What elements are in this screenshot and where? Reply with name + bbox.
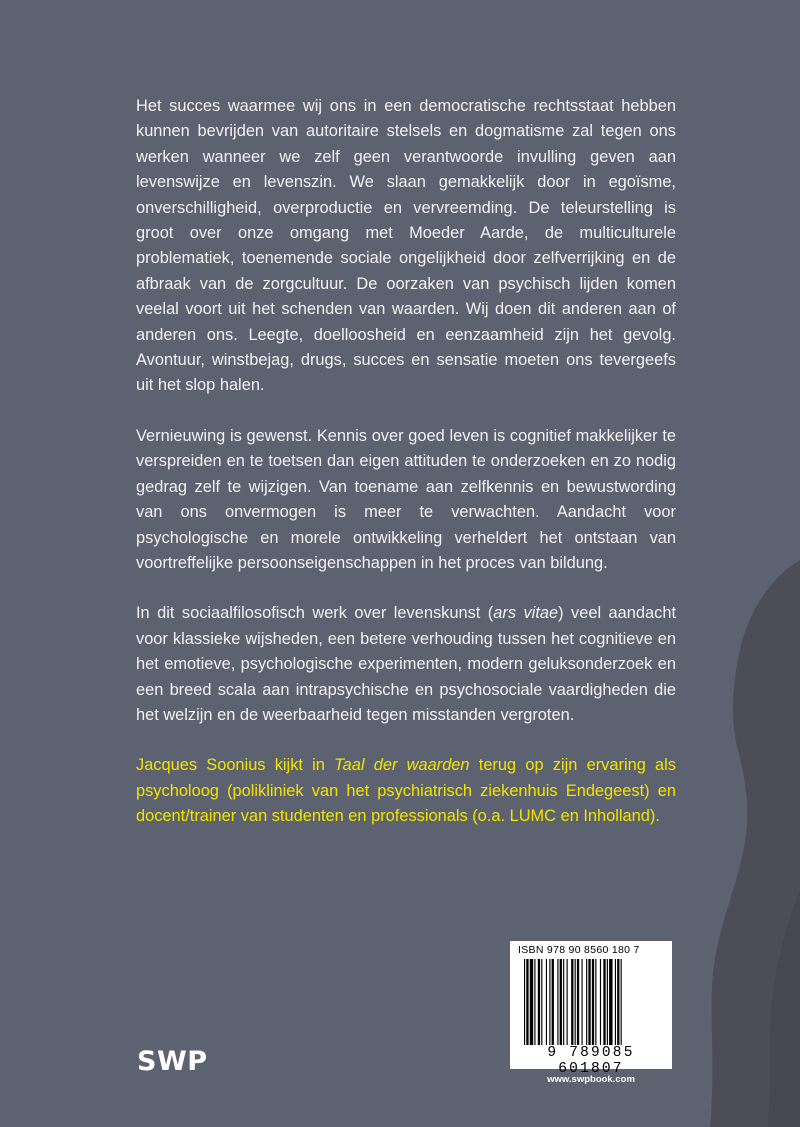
italic-term: ars vitae bbox=[493, 604, 559, 623]
barcode-bars bbox=[524, 959, 658, 1045]
book-title: Taal der waarden bbox=[334, 756, 470, 775]
back-cover-text bbox=[136, 94, 676, 855]
paragraph-3: In dit sociaalfilosofisch werk over levenskunst (ars vitae) veel aandacht voor klassieke wijsheden, een betere verhouding tussen het cognitieve en het emotieve, psychologische experimenten, modern geluksonderzoek en een breed scala aan intrapsychische en psychosociale vaardigheden die het welzijn en de weerbaarheid tegen misstanden vergroten. bbox=[136, 604, 677, 724]
barcode-digits: 9 789085 601807 bbox=[547, 1045, 635, 1077]
author-bio: Jacques Soonius kijkt in Taal der waarden terug op zijn ervaring als psycholoog (polikliniek van het psychiatrisch ziekenhuis Endegeest) en docent/trainer van studenten en professionals (o.a. LUMC en Inholland). bbox=[136, 756, 677, 826]
paragraph-2: Vernieuwing is gewenst. Kennis over goed leven is cognitief makkelijker te verspreiden en te toetsen dan eigen attituden te onderzoeken en zo nodig gedrag zelf te wijzigen. Van toename aan zelfkennis en bewustwording van ons onvermogen is meer te verwachten. Aandacht voor psychologische en morele ontwikkeling verheldert het ontstaan van voortreffelijke persoonseigenschappen in het proces van bildung. bbox=[136, 426, 676, 572]
figure-silhouette-illustration bbox=[680, 560, 800, 1127]
publisher-logo: SWP bbox=[137, 1046, 208, 1077]
isbn-label: ISBN 978 90 8560 180 7 bbox=[518, 944, 640, 956]
paragraph-1: Het succes waarmee wij ons in een democratische rechtsstaat hebben kunnen bevrijden van autoritaire stelsels en dogmatisme zal tegen ons werken wanneer we zelf geen verantwoorde invulling geven aan levenswijze en levenszin. We slaan gemakkelijk door in egoïsme, onverschilligheid, overproductie en vervreemding. De teleurstelling is groot over onze omgang met Moeder Aarde, de multiculturele problematiek, toenemende sociale ongelijkheid door zelfverrijking en de afbraak van de zorgcultuur. De oorzaken van psychisch lijden komen veelal voort uit het schenden van waarden. Wij doen dit anderen aan of anderen ons. Leegte, doelloosheid en eenzaamheid zijn het gevolg. Avontuur, winstbejag, drugs, succes en sensatie moeten ons tevergeefs uit het slop halen. bbox=[136, 97, 676, 395]
barcode bbox=[510, 941, 672, 1077]
publisher-website: www.swpbook.com bbox=[547, 1074, 635, 1085]
